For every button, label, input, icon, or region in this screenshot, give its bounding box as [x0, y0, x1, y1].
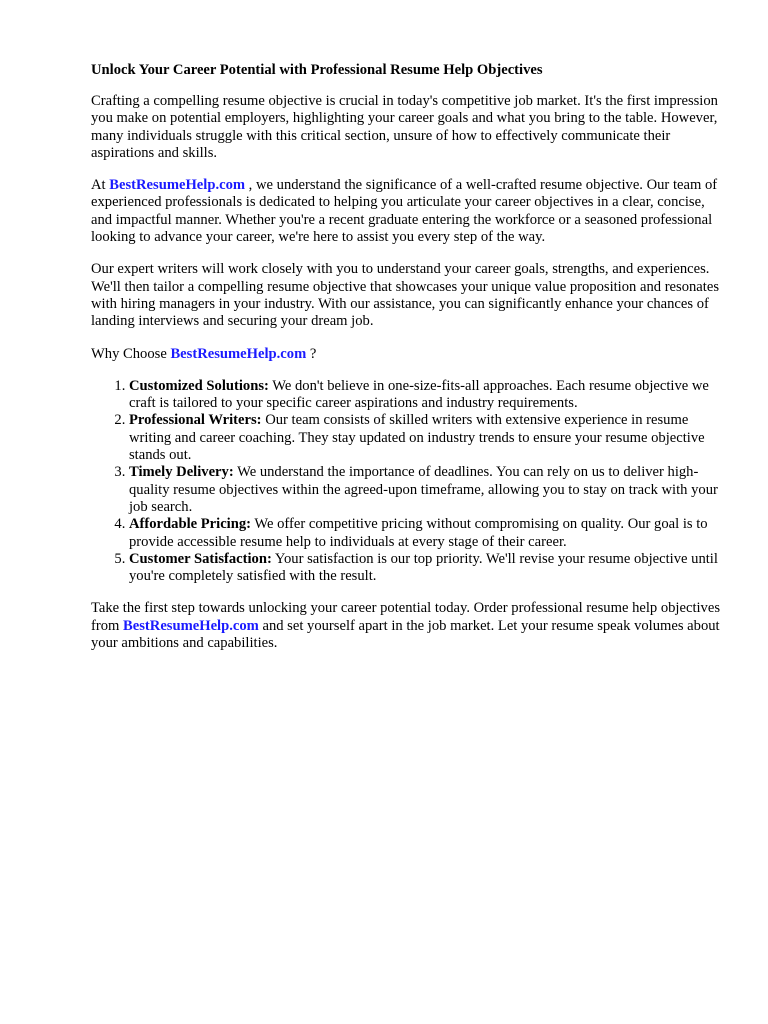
- list-item-lead: Affordable Pricing:: [129, 516, 251, 533]
- about-paragraph: [91, 177, 721, 246]
- closing-after: and set yourself apart in the job market. Let your resume speak volumes about your ambitions and capabilities.: [91, 617, 720, 652]
- why-after: ?: [306, 345, 317, 362]
- list-item: [129, 378, 721, 413]
- bestresumehelp-link[interactable]: BestResumeHelp.com: [109, 177, 246, 194]
- benefits-list: [91, 378, 721, 586]
- list-item-text: We don't believe in one-size-fits-all approaches. Each resume objective we craft is tailored to your specific career aspirations and industry requirements.: [129, 377, 709, 412]
- intro-paragraph: Crafting a compelling resume objective is crucial in today's competitive job market. It's the first impression you make on potential employers, highlighting your career goals and what you bring to the table. However, many individuals struggle with this critical section, unsure of how to effectively communicate their aspirations and skills.: [91, 93, 718, 161]
- list-item-lead: Timely Delivery:: [129, 464, 234, 481]
- bestresumehelp-link[interactable]: BestResumeHelp.com: [170, 345, 307, 362]
- list-item-text: Our team consists of skilled writers with extensive experience in resume writing and career coaching. They stay updated on industry trends to ensure your resume objective stands out.: [129, 412, 705, 464]
- bestresumehelp-link[interactable]: BestResumeHelp.com: [123, 617, 259, 634]
- about-after: , we understand the significance of a well-crafted resume objective. Our team of experienced professionals is dedicated to helping you articulate your career objectives in a clear, concise, and impactful manner. Whether you're a recent graduate entering the workforce or a seasoned professional looking to advance your career, we're here to assist you every step of the way.: [91, 177, 718, 246]
- document-title: Unlock Your Career Potential with Professional Resume Help Objectives: [91, 62, 543, 78]
- list-item: [129, 412, 721, 464]
- list-item-lead: Professional Writers:: [129, 412, 262, 429]
- list-item-text: We offer competitive pricing without compromising on quality. Our goal is to provide accessible resume help to individuals at every stage of their career.: [129, 516, 708, 550]
- list-item-text: Your satisfaction is our top priority. We'll revise your resume objective until you're completely satisfied with the result.: [129, 550, 718, 585]
- closing-before: Take the first step towards unlocking your career potential today. Order professional resume help objectives from: [91, 600, 721, 634]
- list-item: [129, 464, 721, 516]
- list-item-lead: Customized Solutions:: [129, 377, 269, 394]
- about-before: At: [91, 177, 110, 194]
- writers-paragraph: Our expert writers will work closely with you to understand your career goals, strengths, and experiences. We'll then tailor a compelling resume objective that showcases your unique value proposition and resonates with hiring managers in your industry. With our assistance, you can significantly enhance your chances of landing interviews and securing your dream job.: [91, 261, 720, 330]
- why-choose-heading: [91, 346, 721, 363]
- list-item: [129, 516, 721, 551]
- document-content: [91, 62, 721, 667]
- list-item: [129, 551, 721, 586]
- closing-paragraph: [91, 600, 721, 652]
- why-before: Why Choose: [91, 345, 171, 362]
- list-item-lead: Customer Satisfaction:: [129, 550, 272, 567]
- list-item-text: We understand the importance of deadlines. You can rely on us to deliver high-quality resume objectives within the agreed-upon timeframe, allowing you to stay on track with your job search.: [129, 464, 718, 515]
